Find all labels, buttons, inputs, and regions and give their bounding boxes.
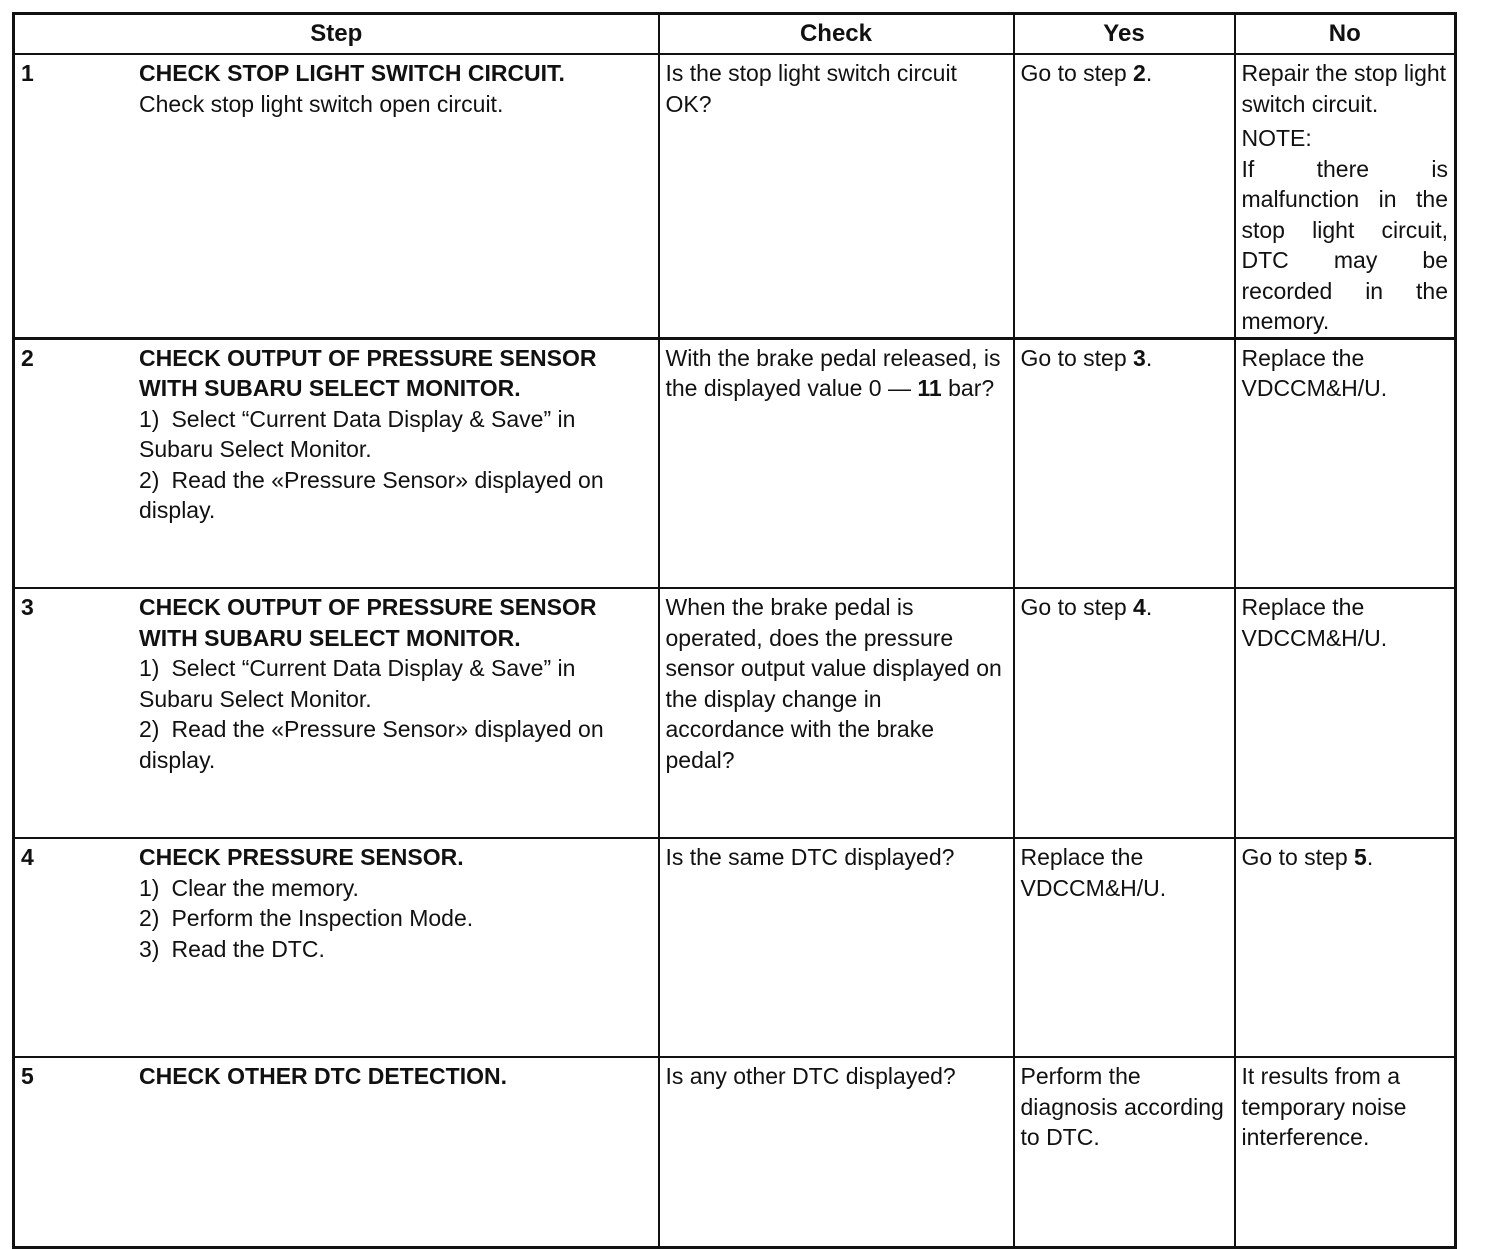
sub-step-text: Read the «Pressure Sensor» displayed on display. [139, 716, 604, 773]
no-cell [1235, 338, 1456, 588]
yes-suffix: . [1145, 344, 1153, 371]
header-yes: Yes [1014, 14, 1235, 55]
no-text: Replace the VDCCM&H/U. [1241, 344, 1388, 401]
yes-text: Perform the diagnosis according to DTC. [1020, 1063, 1224, 1150]
table-row [14, 338, 1456, 588]
sub-step-text: Clear the memory. [171, 874, 359, 901]
no-step-ref: 5 [1354, 844, 1367, 870]
yes-cell [1014, 338, 1235, 588]
header-step: Step [14, 14, 659, 55]
sub-step-index: 2) [139, 716, 160, 742]
yes-cell [1014, 838, 1235, 1057]
yes-suffix: . [1145, 594, 1153, 620]
no-cell [1235, 588, 1456, 838]
sub-step-index: 3) [139, 935, 160, 962]
step-title: CHECK PRESSURE SENSOR. [139, 844, 464, 870]
step-cell [14, 838, 659, 1057]
sub-step-index: 1) [139, 405, 160, 432]
no-cell [1235, 1057, 1456, 1247]
no-cell [1235, 54, 1456, 338]
step-cell [14, 338, 659, 588]
header-check: Check [659, 14, 1014, 55]
check-unit: bar? [941, 375, 995, 401]
yes-text: Go to step [1020, 60, 1134, 86]
no-text: Go to step [1241, 844, 1355, 870]
yes-cell [1014, 588, 1235, 838]
no-text: Replace the VDCCM&H/U. [1241, 594, 1388, 651]
check-text: Is any other DTC displayed? [665, 1063, 956, 1089]
sub-step-text: Select “Current Data Display & Save” in Subaru Select Monitor. [139, 405, 576, 462]
step-number: 5 [21, 1063, 34, 1089]
sub-step [139, 404, 646, 465]
diagnostic-procedure-table [12, 12, 1457, 1249]
step-description: Check stop light switch open circuit. [139, 90, 504, 117]
step-number: 4 [21, 844, 34, 870]
step-cell [14, 1057, 659, 1247]
step-title: CHECK OUTPUT OF PRESSURE SENSOR WITH SUBARU SELECT MONITOR. [139, 594, 597, 651]
sub-step-text: Perform the Inspection Mode. [171, 905, 474, 931]
table-row [14, 838, 1456, 1057]
sub-step-index: 2) [139, 466, 160, 493]
sub-step-text: Read the «Pressure Sensor» displayed on display. [139, 466, 604, 523]
sub-step-index: 2) [139, 905, 160, 931]
sub-step [139, 465, 646, 526]
no-text: It results from a temporary noise interference. [1241, 1063, 1407, 1150]
header-no: No [1235, 14, 1456, 55]
step-title: CHECK STOP LIGHT SWITCH CIRCUIT. [139, 60, 565, 86]
check-value: 11 [917, 375, 942, 401]
yes-step-ref: 2 [1133, 60, 1146, 86]
table-row [14, 588, 1456, 838]
sub-step [139, 714, 646, 775]
no-cell [1235, 838, 1456, 1057]
yes-text: Go to step [1020, 594, 1134, 620]
table-row [14, 54, 1456, 338]
check-cell [659, 338, 1014, 588]
sub-step [139, 873, 646, 904]
yes-text: Go to step [1020, 344, 1134, 371]
check-text: With the brake pedal released, is the displayed value 0 — [665, 344, 1001, 401]
yes-step-ref: 4 [1133, 594, 1146, 620]
step-cell [14, 54, 659, 338]
step-number: 1 [21, 60, 34, 86]
check-text: When the brake pedal is operated, does the pressure sensor output value displayed on the display change in accordance with the brake pedal? [665, 594, 1002, 773]
no-text: Repair the stop light switch circuit. [1241, 60, 1447, 117]
yes-cell [1014, 1057, 1235, 1247]
step-cell [14, 588, 659, 838]
check-cell [659, 588, 1014, 838]
sub-step-text: Select “Current Data Display & Save” in Subaru Select Monitor. [139, 655, 576, 712]
sub-step-index: 1) [139, 655, 160, 681]
check-text: Is the stop light switch circuit OK? [665, 60, 957, 117]
sub-step-index: 1) [139, 874, 160, 901]
step-title: CHECK OTHER DTC DETECTION. [139, 1063, 507, 1089]
header-row [14, 14, 1456, 55]
table-row [14, 1057, 1456, 1247]
yes-cell [1014, 54, 1235, 338]
yes-suffix: . [1145, 60, 1153, 86]
check-text: Is the same DTC displayed? [665, 844, 955, 870]
step-number: 3 [21, 594, 34, 620]
check-cell [659, 1057, 1014, 1247]
check-cell [659, 838, 1014, 1057]
sub-step-text: Read the DTC. [171, 935, 325, 962]
sub-step [139, 934, 646, 965]
check-cell [659, 54, 1014, 338]
sub-step [139, 653, 646, 714]
step-title: CHECK OUTPUT OF PRESSURE SENSOR WITH SUBARU SELECT MONITOR. [139, 344, 597, 401]
step-number: 2 [21, 344, 34, 371]
note-text: If there is malfunction in the stop light circuit, DTC may be recorded in the memory. [1241, 155, 1448, 334]
yes-text: Replace the VDCCM&H/U. [1020, 844, 1167, 901]
sub-step [139, 903, 646, 934]
note-label: NOTE: [1241, 125, 1312, 151]
no-suffix: . [1366, 844, 1374, 870]
yes-step-ref: 3 [1133, 344, 1146, 371]
